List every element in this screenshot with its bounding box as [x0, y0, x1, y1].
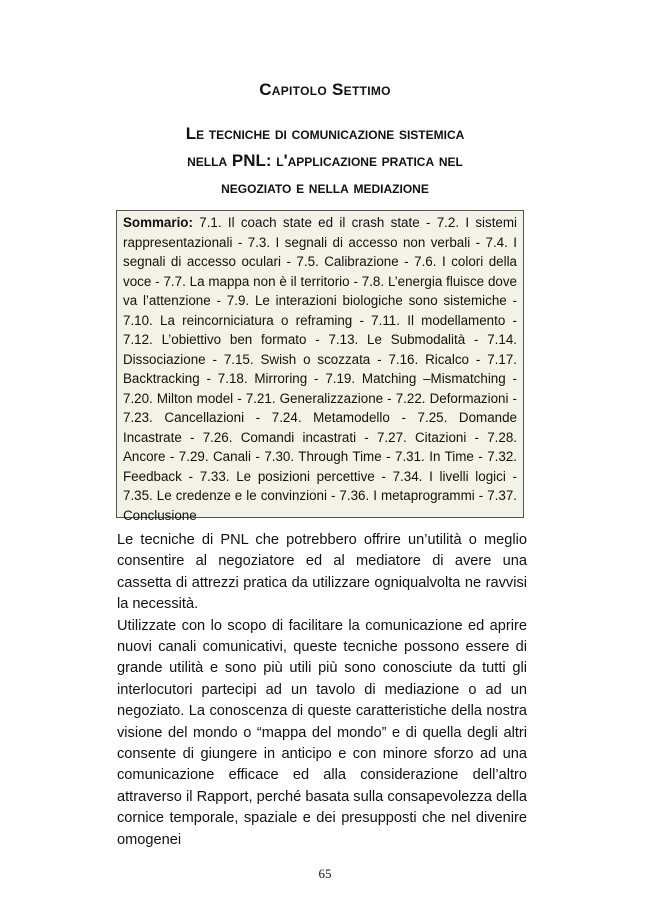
body-paragraph-1: Le tecniche di PNL che potrebbero offrire un’utilità o meglio consentire al negoziatore ed al mediatore di avere una cassetta di attrezzi pratica da utilizzare ogniqualvolta ne ravvisi la necessità.: [117, 532, 527, 613]
summary-text: 7.1. Il coach state ed il crash state - 7.2. I sistemi rappresentazionali - 7.3. I segnali di accesso non verbali - 7.4. I segnali di accesso oculari - 7.5. Calibrazione - 7.6. I colori della voce - 7.7. La mappa non è il territorio - 7.8. L’energia fluisce dove va l’attenzione - 7.9. Le interazioni biologiche sono sistemiche - 7.10. La reincorniciatura o reframing - 7.11. Il modellamento - 7.12. L’obiettivo ben formato - 7.13. Le Submodalità - 7.14. Dissociazione - 7.15. Swish o scozzata - 7.16. Ricalco - 7.17. Backtracking - 7.18. Mirroring - 7.19. Matching –Mismatching - 7.20. Milton model - 7.21. Generalizzazione - 7.22. Deformazioni - 7.23. Cancellazioni - 7.24. Metamodello - 7.25. Domande Incastrate - 7.26. Comandi incastrati - 7.27. Citazioni - 7.28. Ancore - 7.29. Canali - 7.30. Through Time - 7.31. In Time - 7.32. Feedback - 7.33. Le posizioni percettive - 7.34. I livelli logici - 7.35. Le credenze e le convinzioni - 7.36. I metaprogrammi - 7.37. Conclusione: [123, 215, 517, 523]
body-paragraph-2: Utilizzate con lo scopo di facilitare la comunicazione ed aprire nuovi canali comunicativi, queste tecniche possono essere di grande utilità e sono più utili più sono conosciute da tutti gli interlocutori partecipi ad un tavolo di mediazione o ad un negoziato. La conoscenza di queste caratteristiche della nostra visione del mondo o “mappa del mondo” e di quella degli altri consente di giungere in anticipo e con minore sforzo ad una comunicazione efficace ed alla considerazione dell’altro attraverso il Rapport, perché basata sulla consapevolezza della cornice temporale, spaziale e dei presupposti che nel divenire omogenei: [117, 617, 527, 848]
chapter-title-line-1: Le tecniche di comunicazione sistemica: [185, 124, 465, 143]
chapter-title: [110, 120, 540, 201]
summary-label: Sommario:: [123, 215, 193, 230]
chapter-label: Capitolo Settimo: [259, 80, 391, 99]
chapter-title-line-2: nella PNL: l'applicazione pratica nel: [187, 151, 463, 170]
body-text: [117, 530, 527, 851]
page-number: 65: [318, 866, 332, 881]
chapter-title-line-3: negoziato e nella mediazione: [221, 178, 429, 197]
chapter-summary-box: [116, 210, 524, 523]
